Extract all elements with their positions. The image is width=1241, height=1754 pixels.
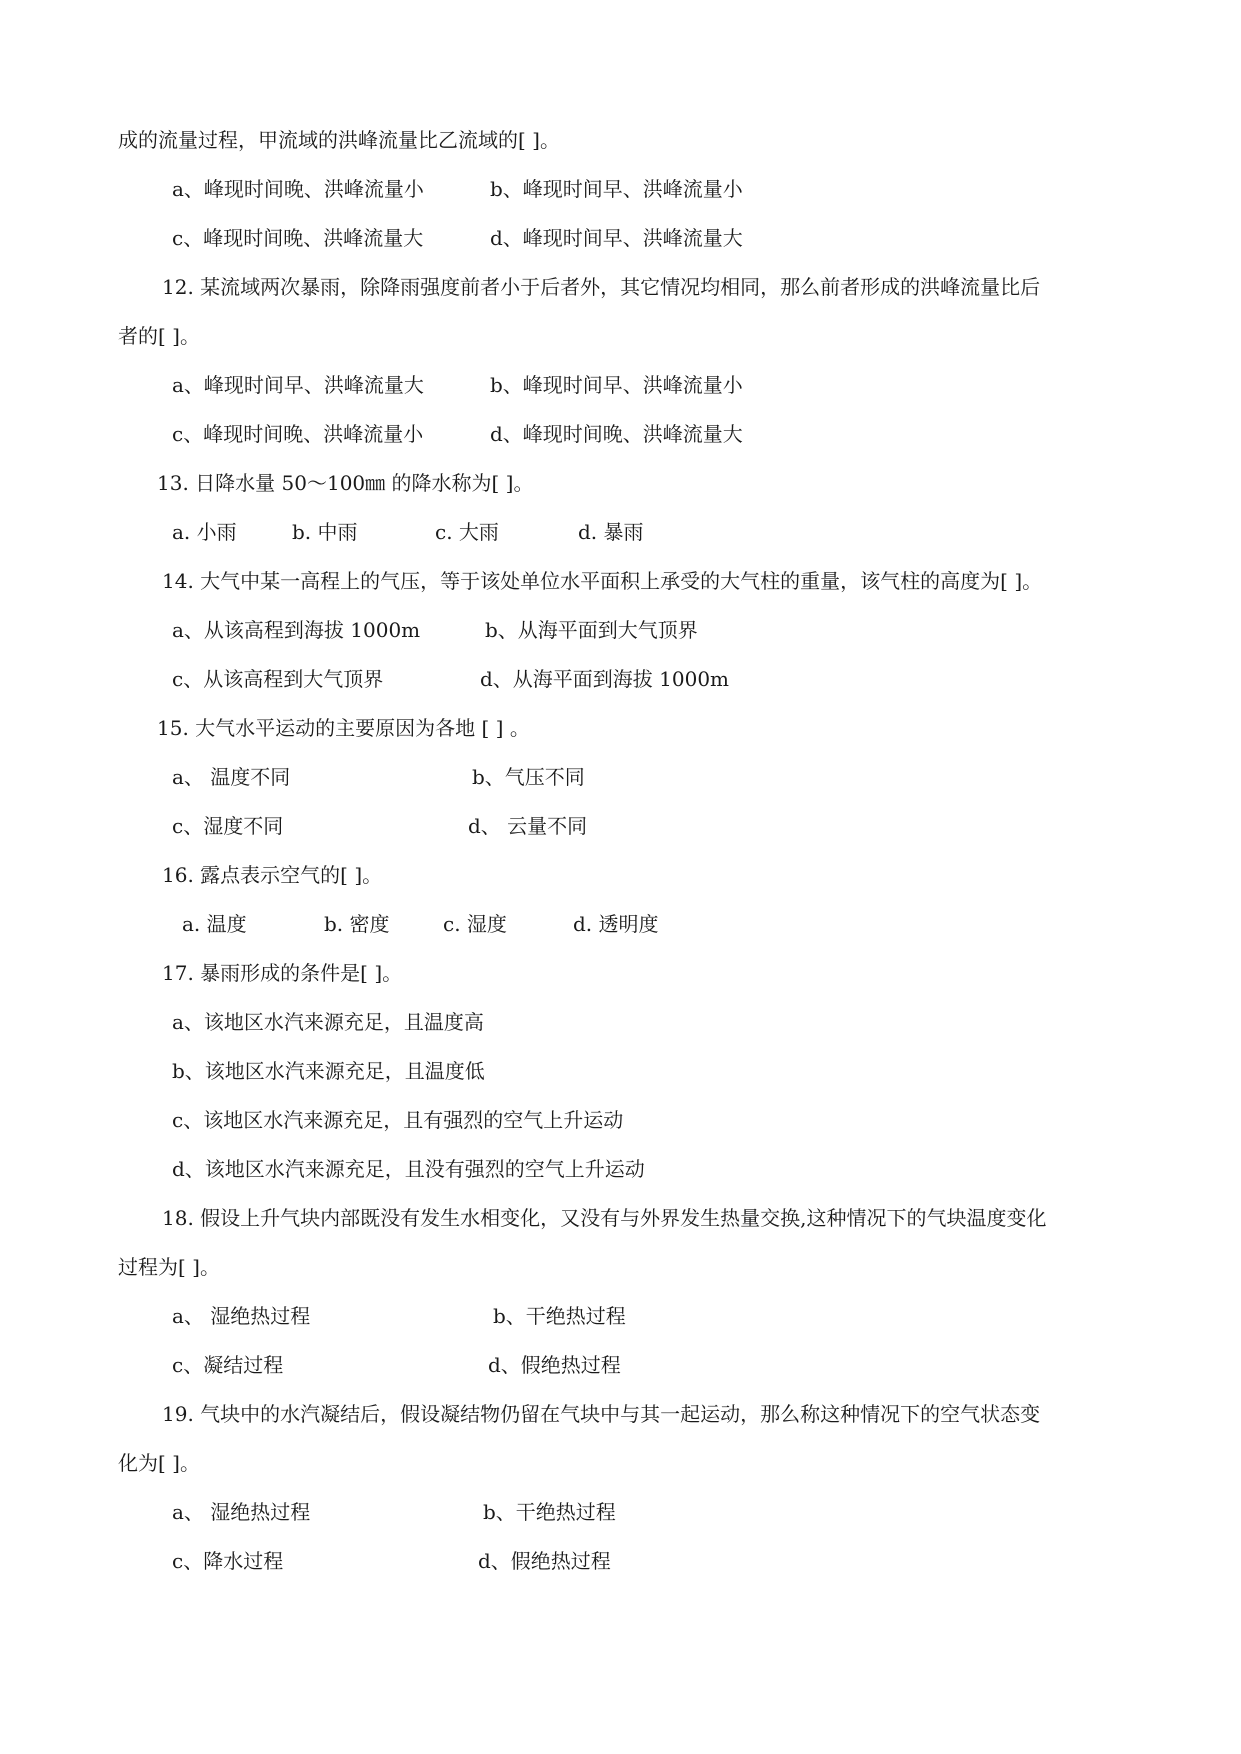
q11-option-a: a、峰现时间晚、洪峰流量小 <box>172 177 424 201</box>
q19-option-a: a、 湿绝热过程 <box>172 1500 311 1524</box>
q18-option-a: a、 湿绝热过程 <box>172 1304 311 1328</box>
q16-text: 16. 露点表示空气的[ ]。 <box>162 863 383 887</box>
q17-option-c: c、该地区水汽来源充足，且有强烈的空气上升运动 <box>172 1108 624 1132</box>
q12-text-line2: 者的[ ]。 <box>118 324 200 348</box>
q14-option-a: a、从该高程到海拔 1000m <box>172 618 421 642</box>
q19-option-c: c、降水过程 <box>172 1549 284 1573</box>
q16-option-b: b. 密度 <box>324 912 390 936</box>
q12-option-a: a、峰现时间早、洪峰流量大 <box>172 373 424 397</box>
q15-option-b: b、气压不同 <box>472 765 585 789</box>
q14-option-d: d、从海平面到海拔 1000m <box>480 667 730 691</box>
q12-text-line1: 12. 某流域两次暴雨，除降雨强度前者小于后者外，其它情况均相同，那么前者形成的洪峰流量比后 <box>162 275 1041 299</box>
q11-option-b: b、峰现时间早、洪峰流量小 <box>490 177 743 201</box>
q19-text-line1: 19. 气块中的水汽凝结后，假设凝结物仍留在气块中与其一起运动，那么称这种情况下的空气状态变 <box>162 1402 1041 1426</box>
q12-option-b: b、峰现时间早、洪峰流量小 <box>490 373 743 397</box>
q11-text: 成的流量过程，甲流域的洪峰流量比乙流域的[ ]。 <box>118 128 560 152</box>
q18-text-line1: 18. 假设上升气块内部既没有发生水相变化，又没有与外界发生热量交换,这种情况下的气块温度变化 <box>162 1206 1047 1230</box>
q17-option-d: d、该地区水汽来源充足，且没有强烈的空气上升运动 <box>172 1157 645 1181</box>
q11-option-c: c、峰现时间晚、洪峰流量大 <box>172 226 424 250</box>
q12-option-c: c、峰现时间晚、洪峰流量小 <box>172 422 424 446</box>
q17-option-b: b、该地区水汽来源充足，且温度低 <box>172 1059 485 1083</box>
q14-text: 14. 大气中某一高程上的气压，等于该处单位水平面积上承受的大气柱的重量，该气柱的高度为[ ]。 <box>162 569 1043 593</box>
q13-option-c: c. 大雨 <box>435 520 499 544</box>
q15-option-d: d、 云量不同 <box>468 814 588 838</box>
q19-option-d: d、假绝热过程 <box>478 1549 611 1573</box>
q18-option-d: d、假绝热过程 <box>488 1353 621 1377</box>
q14-option-b: b、从海平面到大气顶界 <box>485 618 698 642</box>
q18-text-line2: 过程为[ ]。 <box>118 1255 220 1279</box>
q16-option-a: a. 温度 <box>182 912 247 936</box>
q15-text: 15. 大气水平运动的主要原因为各地 [ ] 。 <box>157 716 530 740</box>
q18-option-c: c、凝结过程 <box>172 1353 284 1377</box>
q16-option-c: c. 湿度 <box>443 912 507 936</box>
q13-option-b: b. 中雨 <box>292 520 358 544</box>
q13-text: 13. 日降水量 50～100㎜ 的降水称为[ ]。 <box>157 471 534 495</box>
q19-text-line2: 化为[ ]。 <box>118 1451 200 1475</box>
q15-option-a: a、 温度不同 <box>172 765 291 789</box>
q19-option-b: b、干绝热过程 <box>483 1500 616 1524</box>
q12-option-d: d、峰现时间晚、洪峰流量大 <box>490 422 743 446</box>
q17-text: 17. 暴雨形成的条件是[ ]。 <box>162 961 403 985</box>
q15-option-c: c、湿度不同 <box>172 814 284 838</box>
q11-option-d: d、峰现时间早、洪峰流量大 <box>490 226 743 250</box>
q13-option-a: a. 小雨 <box>172 520 237 544</box>
q14-option-c: c、从该高程到大气顶界 <box>172 667 384 691</box>
q13-option-d: d. 暴雨 <box>578 520 644 544</box>
q17-option-a: a、该地区水汽来源充足，且温度高 <box>172 1010 484 1034</box>
q18-option-b: b、干绝热过程 <box>493 1304 626 1328</box>
q16-option-d: d. 透明度 <box>573 912 659 936</box>
